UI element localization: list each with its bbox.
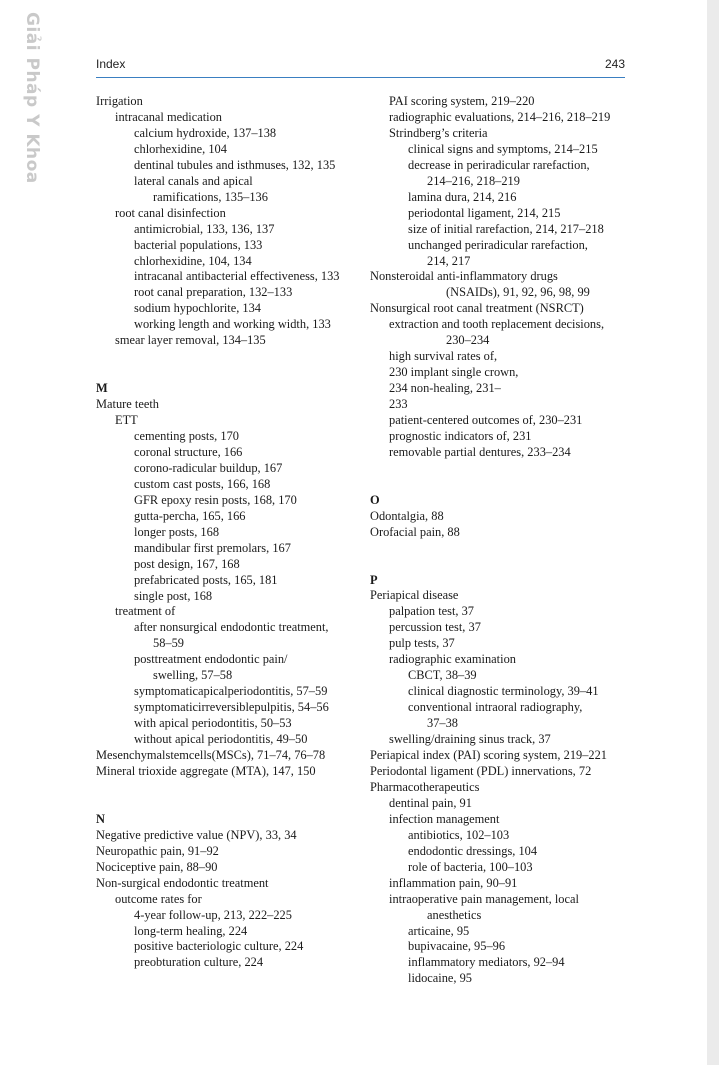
index-entry: clinical diagnostic terminology, 39–41 xyxy=(408,684,599,699)
index-entry: high survival rates of, xyxy=(389,349,498,364)
index-entry: symptomaticapicalperiodontitis, 57–59 xyxy=(134,684,328,699)
index-entry: without apical periodontitis, 49–50 xyxy=(134,732,308,747)
index-entry: (NSAIDs), 91, 92, 96, 98, 99 xyxy=(446,285,590,300)
index-entry: extraction and tooth replacement decisions, xyxy=(389,317,605,332)
index-entry: lateral canals and apical xyxy=(134,173,253,188)
index-entry: swelling/draining sinus track, 37 xyxy=(389,732,551,747)
index-entry: 214, 217 xyxy=(427,253,471,268)
index-entry: 234 non-healing, 231– xyxy=(389,381,501,396)
running-header xyxy=(96,57,625,78)
index-letter-heading: O xyxy=(370,492,380,507)
index-entry: 4-year follow-up, 213, 222–225 xyxy=(134,907,292,922)
index-entry: prefabricated posts, 165, 181 xyxy=(134,572,278,587)
index-entry: 230–234 xyxy=(446,333,490,348)
index-entry: preobturation culture, 224 xyxy=(134,955,264,970)
index-entry: radiographic evaluations, 214–216, 218–219 xyxy=(389,109,611,124)
index-letter-heading: M xyxy=(96,381,108,396)
index-entry: Orofacial pain, 88 xyxy=(370,524,460,539)
index-entry: with apical periodontitis, 50–53 xyxy=(134,716,292,731)
index-entry: lidocaine, 95 xyxy=(408,971,472,986)
index-entry: percussion test, 37 xyxy=(389,620,481,635)
index-entry: Neuropathic pain, 91–92 xyxy=(96,843,219,858)
index-letter-heading: N xyxy=(96,811,105,826)
index-entry: PAI scoring system, 219–220 xyxy=(389,94,535,108)
index-entry: prognostic indicators of, 231 xyxy=(389,429,532,444)
index-entry: 233 xyxy=(389,397,408,412)
index-entry: endodontic dressings, 104 xyxy=(408,843,538,858)
spacer xyxy=(96,780,358,796)
index-entry: ramifications, 135–136 xyxy=(153,189,268,204)
index-entry: smear layer removal, 134–135 xyxy=(115,333,266,348)
index-entry: mandibular first premolars, 167 xyxy=(134,540,291,555)
index-entry: infection management xyxy=(389,811,500,826)
index-entry: Strindberg’s criteria xyxy=(389,125,488,140)
index-entry: bupivacaine, 95–96 xyxy=(408,939,506,954)
index-entry: clinical signs and symptoms, 214–215 xyxy=(408,141,598,156)
index-entry: coronal structure, 166 xyxy=(134,444,243,459)
index-entry: corono-radicular buildup, 167 xyxy=(134,460,283,475)
spacer xyxy=(370,461,632,477)
index-entry: palpation test, 37 xyxy=(389,604,474,619)
index-entry: Nociceptive pain, 88–90 xyxy=(96,859,218,874)
index-letter-heading: P xyxy=(370,572,378,587)
index-entry: dentinal tubules and isthmuses, 132, 135 xyxy=(134,157,336,172)
index-entry: positive bacteriologic culture, 224 xyxy=(134,939,304,954)
index-entry: cementing posts, 170 xyxy=(134,428,239,443)
index-entry: Mineral trioxide aggregate (MTA), 147, 150 xyxy=(96,764,316,778)
index-entry: Nonsurgical root canal treatment (NSRCT) xyxy=(370,301,584,316)
index-entry: Nonsteroidal anti-inflammatory drugs xyxy=(370,269,558,284)
index-entry: root canal preparation, 132–133 xyxy=(134,285,293,300)
index-entry: Periapical index (PAI) scoring system, 219–221 xyxy=(370,748,607,763)
index-entry: posttreatment endodontic pain/ xyxy=(134,652,288,667)
spacer xyxy=(96,365,358,381)
index-entry: 214–216, 218–219 xyxy=(427,173,520,188)
index-entry: dentinal pain, 91 xyxy=(389,795,472,810)
index-entry: 58–59 xyxy=(153,636,184,651)
page-number: 243 xyxy=(604,57,625,71)
index-entry: calcium hydroxide, 137–138 xyxy=(134,125,277,140)
index-entry: bacterial populations, 133 xyxy=(134,237,263,252)
index-entry: Odontalgia, 88 xyxy=(370,508,444,523)
index-entry: anesthetics xyxy=(427,907,482,922)
index-entry: symptomaticirreversiblepulpitis, 54–56 xyxy=(134,700,329,715)
index-entry: radiographic examination xyxy=(389,652,516,667)
index-entry: outcome rates for xyxy=(115,891,202,906)
index-entry: GFR epoxy resin posts, 168, 170 xyxy=(134,492,297,507)
index-entry: custom cast posts, 166, 168 xyxy=(134,476,271,491)
index-entry: Negative predictive value (NPV), 33, 34 xyxy=(96,827,297,842)
index-entry: unchanged periradicular rarefaction, xyxy=(408,237,588,252)
index-entry: CBCT, 38–39 xyxy=(408,668,477,683)
index-entry: treatment of xyxy=(115,604,176,619)
index-entry: decrease in periradicular rarefaction, xyxy=(408,157,590,172)
index-entry: lamina dura, 214, 216 xyxy=(408,189,517,204)
index-entry: longer posts, 168 xyxy=(134,524,220,539)
index-entry: antibiotics, 102–103 xyxy=(408,827,510,842)
index-entry: intraoperative pain management, local xyxy=(389,891,579,906)
index-entry: pulp tests, 37 xyxy=(389,636,455,651)
index-entry: role of bacteria, 100–103 xyxy=(408,859,533,874)
index-entry: sodium hypochlorite, 134 xyxy=(134,301,261,316)
index-entry: removable partial dentures, 233–234 xyxy=(389,444,571,459)
index-entry: 37–38 xyxy=(427,716,458,731)
index-entry: inflammatory mediators, 92–94 xyxy=(408,955,565,970)
index-entry: Periodontal ligament (PDL) innervations, 72 xyxy=(370,763,592,778)
index-entry: periodontal ligament, 214, 215 xyxy=(408,205,561,220)
spacer xyxy=(370,541,632,557)
index-entry: Mature teeth xyxy=(96,397,159,412)
index-column-right xyxy=(370,94,632,987)
spacer xyxy=(96,796,358,812)
index-entry: Irrigation xyxy=(96,94,143,108)
index-entry: gutta-percha, 165, 166 xyxy=(134,508,246,523)
spacer xyxy=(370,477,632,493)
index-entry: Periapical disease xyxy=(370,588,459,603)
index-entry: chlorhexidine, 104, 134 xyxy=(134,253,252,268)
spacer xyxy=(370,557,632,573)
index-entry: after nonsurgical endodontic treatment, xyxy=(134,620,329,635)
index-column-left xyxy=(96,94,358,971)
index-entry: inflammation pain, 90–91 xyxy=(389,875,518,890)
index-entry: Mesenchymalstemcells(MSCs), 71–74, 76–78 xyxy=(96,748,326,763)
section-title: Index xyxy=(96,57,126,71)
index-entry: conventional intraoral radiography, xyxy=(408,700,583,715)
index-entry: intracanal antibacterial effectiveness, 133 xyxy=(134,269,340,284)
index-entry: post design, 167, 168 xyxy=(134,556,240,571)
index-entry: intracanal medication xyxy=(115,109,222,124)
index-entry: Non-surgical endodontic treatment xyxy=(96,875,269,890)
index-entry: 230 implant single crown, xyxy=(389,365,519,380)
index-entry: chlorhexidine, 104 xyxy=(134,141,227,156)
index-entry: patient-centered outcomes of, 230–231 xyxy=(389,413,583,428)
index-entry: articaine, 95 xyxy=(408,923,470,938)
index-entry: long-term healing, 224 xyxy=(134,923,248,938)
index-entry: working length and working width, 133 xyxy=(134,317,331,332)
watermark: Giải Pháp Y Khoa xyxy=(22,12,42,184)
index-entry: swelling, 57–58 xyxy=(153,668,233,683)
index-entry: root canal disinfection xyxy=(115,205,226,220)
index-entry: single post, 168 xyxy=(134,588,213,603)
index-entry: antimicrobial, 133, 136, 137 xyxy=(134,221,275,236)
index-entry: Pharmacotherapeutics xyxy=(370,779,480,794)
index-entry: size of initial rarefaction, 214, 217–218 xyxy=(408,221,604,236)
index-entry: ETT xyxy=(115,413,138,428)
spacer xyxy=(96,349,358,365)
